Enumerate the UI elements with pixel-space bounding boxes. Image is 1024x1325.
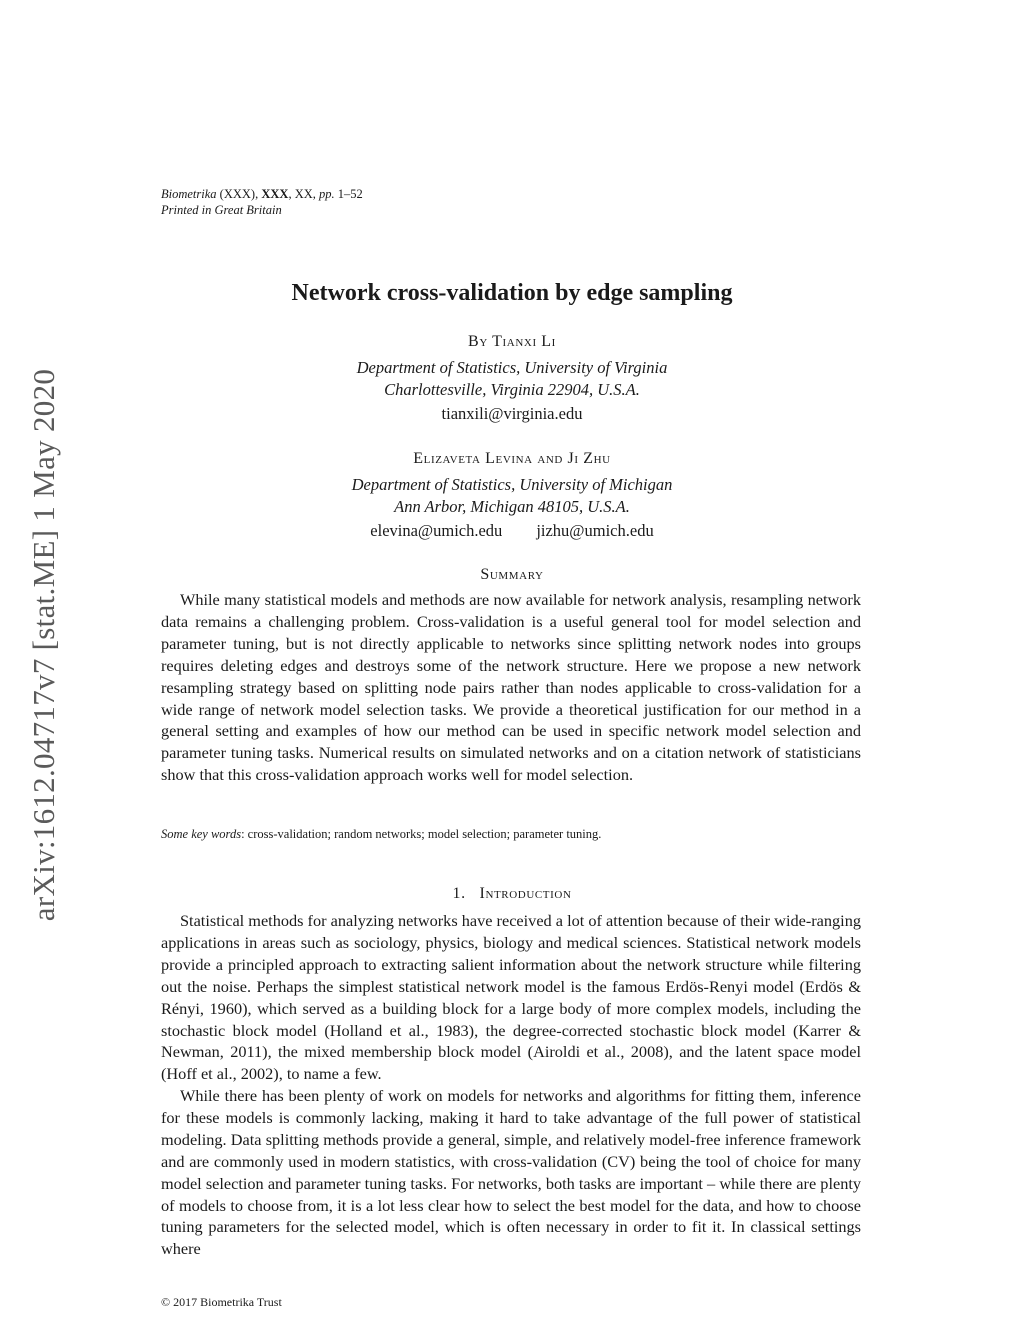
keywords-list: : cross-validation; random networks; model selection; parameter tuning. bbox=[241, 827, 602, 841]
journal-volume: XXX bbox=[261, 187, 289, 201]
author-line: Elizaveta Levina and Ji Zhu bbox=[413, 450, 611, 467]
journal-pp: pp. bbox=[319, 187, 335, 201]
journal-header bbox=[161, 186, 363, 218]
journal-citation bbox=[161, 186, 363, 202]
section-title: Introduction bbox=[479, 885, 572, 902]
journal-issue: , XX, bbox=[288, 187, 319, 201]
journal-volume-paren: (XXX), bbox=[216, 187, 262, 201]
author-block-1 bbox=[0, 332, 1024, 425]
author-email[interactable]: jizhu@umich.edu bbox=[536, 521, 654, 540]
copyright-footer: © 2017 Biometrika Trust bbox=[161, 1295, 282, 1309]
intro-paragraph: While there has been plenty of work on models for networks and algorithms for fitting them, inference for these models is commonly lacking, making it hard to take advantage of the full power of statistical modeling. Data splitting methods provide a general, simple, and relatively model-free inference framework and are commonly used in modern statistics, with cross-validation (CV) being the tool of choice for many model selection and parameter tuning tasks. For networks, both tasks are important – while there are plenty of models to choose from, it is a lot less clear how to select the best model for the data, and how to choose tuning parameters for the selected model, which is often necessary in order to fit it. In classical settings where bbox=[161, 1086, 861, 1259]
author-email[interactable]: elevina@umich.edu bbox=[370, 521, 503, 540]
keywords bbox=[161, 826, 861, 842]
author-address: Charlottesville, Virginia 22904, U.S.A. bbox=[384, 380, 640, 399]
journal-pages: 1–52 bbox=[334, 187, 363, 201]
author-line: By Tianxi Li bbox=[468, 333, 556, 350]
paper-title: Network cross-validation by edge sampling bbox=[291, 280, 733, 306]
journal-name: Biometrika bbox=[161, 187, 217, 201]
summary-text: While many statistical models and methods are now available for network analysis, resampling network data remains a challenging problem. Cross-validation is a useful general tool for model selection and parameter tuning, but is not directly applicable to networks since splitting network nodes into groups requires deleting edges and destroys some of the network structure. Here we propose a new network resampling strategy based on splitting node pairs rather than nodes applicable to cross-validation for a wide range of network model selection tasks. We provide a theoretical justification for our method in a general setting and examples of how our method can be used in specific network model selection and parameter tuning tasks. Numerical results on simulated networks and on a citation network of statisticians show that this cross-validation approach works well for model selection. bbox=[161, 590, 861, 785]
section-number: 1. bbox=[452, 885, 466, 902]
printed-in: Printed in Great Britain bbox=[161, 203, 282, 217]
arxiv-identifier: arXiv:1612.04717v7 [stat.ME] 1 May 2020 bbox=[26, 368, 61, 922]
author-department: Department of Statistics, University of Virginia bbox=[356, 358, 668, 377]
keywords-label: Some key words bbox=[161, 827, 242, 841]
author-block-2 bbox=[0, 449, 1024, 542]
author-address: Ann Arbor, Michigan 48105, U.S.A. bbox=[394, 497, 630, 516]
summary-heading: Summary bbox=[480, 566, 544, 583]
author-email[interactable]: tianxili@virginia.edu bbox=[441, 404, 583, 423]
author-department: Department of Statistics, University of Michigan bbox=[351, 475, 673, 494]
section-heading bbox=[0, 885, 1024, 903]
arxiv-stamp bbox=[14, 345, 74, 945]
intro-paragraph: Statistical methods for analyzing networks have received a lot of attention because of their wide-ranging applications in areas such as sociology, physics, biology and medical sciences. Statistical network models provide a principled approach to extracting salient information about the network structure while filtering out the noise. Perhaps the simplest statistical network model is the famous Erdös-Renyi model (Erdös & Rényi, 1960), which served as a building block for a large body of more complex models, including the stochastic block model (Holland et al., 1983), the degree-corrected stochastic block model (Karrer & Newman, 2011), the mixed membership block model (Airoldi et al., 2008), and the latent space model (Hoff et al., 2002), to name a few. bbox=[161, 911, 861, 1084]
